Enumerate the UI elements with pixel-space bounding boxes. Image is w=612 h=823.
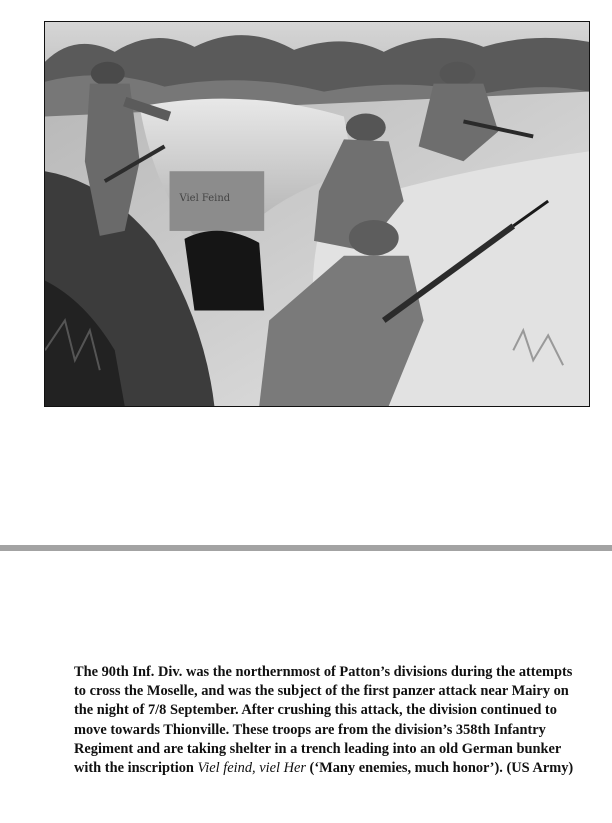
photo-illustration: [45, 22, 589, 406]
caption-inscription: Viel feind, viel Her: [197, 760, 306, 777]
svg-text:Viel Feind: Viel Feind: [179, 193, 231, 205]
caption-lead: The 90th Inf. Div. was the northernmost of Patton’s divisions during the attempts to cross the Moselle, and was the subject of the first panzer attack near Mairy on the night of 7/8 September. After crushing this attack, the division continued to move towards Thionville. These troops are from the division’s 358th Infantry Regiment and are taking shelter in a trench leading into an old German bunker with the inscription: [74, 664, 573, 777]
caption-tail: (‘Many enemies, much honor’). (US Army): [305, 760, 574, 777]
horizontal-rule: [0, 545, 612, 551]
war-photograph: [44, 21, 590, 407]
photo-caption: [74, 663, 574, 778]
